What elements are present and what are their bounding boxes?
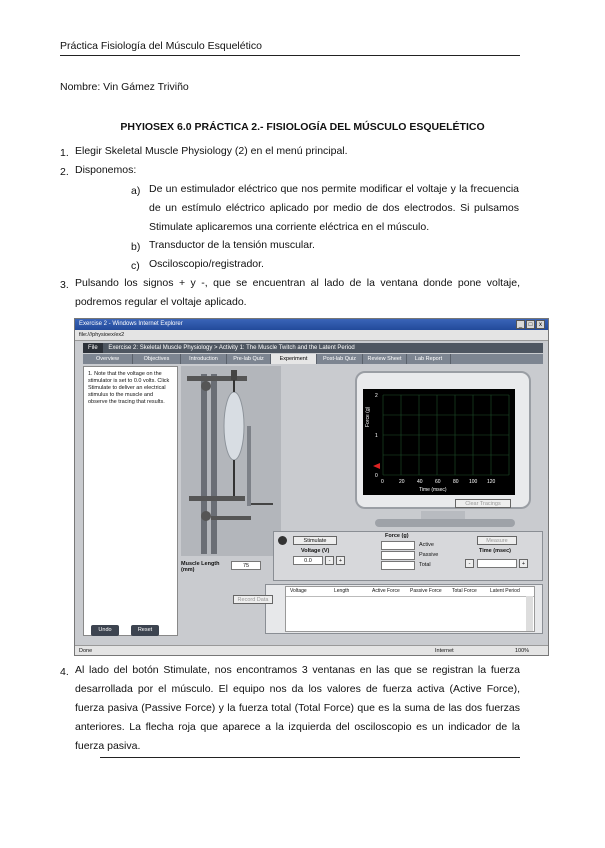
app-title: Exercise 2: Skeletal Muscle Physiology > Activity 1: The Muscle Twitch and the Latent Period [108,345,355,351]
power-indicator-icon [278,536,287,545]
ie-window-title: Exercise 2 - Windows Internet Explorer [79,321,183,327]
measure-button[interactable]: Measure [477,536,517,545]
x-tick-20: 20 [399,479,405,485]
muscle-apparatus [181,366,281,556]
app-title-bar [83,343,543,353]
item-4-number: 4. [60,666,69,678]
passive-force-field[interactable] [381,551,415,560]
x-tick-80: 80 [453,479,459,485]
col-length: Length [334,588,350,594]
tab-objectives[interactable]: Objectives [133,354,181,364]
item-4-text: Al lado del botón Stimulate, nos encontramos 3 ventanas en las que se registran la fuerza desarrollada por el músculo. El equipo nos da los valores de fuerza activa (Active Force), fuerza pasiva (Passive Force) y la fuerza total (Total Force) que es la suma de las dos fuerzas anteriores. La flecha roja que aparece a la izquierda del osciloscopio es un indicador de la fuerza pasiva. [75,664,520,752]
status-internet: Internet [435,648,454,654]
undo-button[interactable]: Undo [91,625,119,636]
instructions-panel [83,366,178,636]
col-active-force: Active Force [372,588,400,594]
table-header-rule [286,596,534,597]
y-tick-1: 1 [375,433,378,439]
voltage-plus-button[interactable]: + [336,556,345,565]
muscle-apparatus-drawing [181,366,281,556]
tab-introduction[interactable]: Introduction [181,354,227,364]
item-2c-mark: c) [131,260,140,272]
stimulate-button[interactable]: Stimulate [293,536,337,545]
passive-label: Passive [419,552,439,558]
voltage-field[interactable]: 0.0 [293,556,323,565]
ie-status-bar [75,645,548,656]
tab-lab-report[interactable]: Lab Report [407,354,451,364]
tab-experiment[interactable]: Experiment [271,354,317,364]
physioex-screenshot [74,318,549,656]
time-label: Time (msec) [479,548,511,554]
item-2a-text: De un estimulador eléctrico que nos permite modificar el voltaje y la frecuencia de un estímulo eléctrico aplicado por medio de dos electrodos. Si pulsamos Stimulate aplicaremos una corriente eléctrica en el músculo. [149,183,519,233]
item-1-number: 1. [60,147,69,159]
minimize-icon[interactable]: _ [516,320,525,329]
item-2b-text: Transductor de la tensión muscular. [149,239,315,251]
col-latent-period: Latent Period [490,588,520,594]
item-3-number: 3. [60,279,69,291]
total-label: Total [419,562,431,568]
app-file-label[interactable]: File [83,343,103,353]
x-tick-100: 100 [469,479,478,485]
status-done: Done [79,648,93,654]
active-label: Active [419,542,434,548]
header-rule [60,55,520,56]
clear-tracings-button[interactable]: Clear Tracings [455,499,511,508]
passive-force-arrow [373,463,380,469]
force-label: Force (g) [385,533,409,539]
muscle-length-field[interactable]: 75 [231,561,261,570]
reset-button[interactable]: Reset [131,625,159,636]
monitor-base [375,519,515,527]
tab-pre-lab-quiz[interactable]: Pre-lab Quiz [227,354,271,364]
document-title: PHYIOSEX 6.0 PRÁCTICA 2.- FISIOLOGÍA DEL MÚSCULO ESQUELÉTICO [120,121,485,133]
muscle-length-label: Muscle Length (mm) [181,561,220,573]
status-zoom[interactable]: 100% [515,648,530,654]
x-tick-120: 120 [487,479,496,485]
oscilloscope-grid [383,395,509,475]
running-header: Práctica Fisiología del Músculo Esquelético [60,40,262,52]
time-minus-button[interactable]: - [465,559,474,568]
maximize-icon[interactable]: □ [526,320,535,329]
col-voltage: Voltage [290,588,307,594]
x-axis-label: Time (msec) [419,487,447,493]
item-1-text: Elegir Skeletal Muscle Physiology (2) en el menú principal. [75,145,348,157]
item-2-text: Disponemos: [75,164,137,176]
item-2c-text: Osciloscopio/registrador. [149,258,264,270]
student-name: Nombre: Vin Gámez Triviño [60,81,189,93]
address-text: file:///physioex/ex2 [79,332,125,338]
time-plus-button[interactable]: + [519,559,528,568]
item-2-number: 2. [60,166,69,178]
ie-titlebar [75,319,548,330]
table-scrollbar[interactable] [526,596,533,631]
y-axis-label: Force (g) [365,406,371,427]
tab-post-lab-quiz[interactable]: Post-lab Quiz [317,354,363,364]
address-bar[interactable] [75,330,548,341]
total-force-field[interactable] [381,561,415,570]
item-2a-mark: a) [131,185,141,197]
x-tick-0: 0 [381,479,384,485]
voltage-minus-button[interactable]: - [325,556,334,565]
time-field[interactable] [477,559,517,568]
col-total-force: Total Force [452,588,477,594]
data-table [285,586,535,632]
tab-review-sheet[interactable]: Review Sheet [363,354,407,364]
col-passive-force: Passive Force [410,588,442,594]
active-force-field[interactable] [381,541,415,550]
close-icon[interactable]: x [536,320,545,329]
y-tick-2: 2 [375,393,378,399]
tab-bar [83,354,543,364]
x-tick-40: 40 [417,479,423,485]
x-tick-60: 60 [435,479,441,485]
voltage-label: Voltage (V) [301,548,330,554]
y-tick-0: 0 [375,473,378,479]
item-3-text: Pulsando los signos + y -, que se encuentran al lado de la ventana donde pone voltaje, podremos regular el voltaje aplicado. [75,277,520,308]
footer-rule [100,757,520,758]
item-2b-mark: b) [131,241,141,253]
record-data-button[interactable]: Record Data [233,595,273,604]
instructions-text: 1. Note that the voltage on the stimulator is set to 0.0 volts. Click Stimulate to deliver an electrical stimulus to the muscle and observe the tracing that results. [88,371,170,405]
tab-overview[interactable]: Overview [83,354,133,364]
